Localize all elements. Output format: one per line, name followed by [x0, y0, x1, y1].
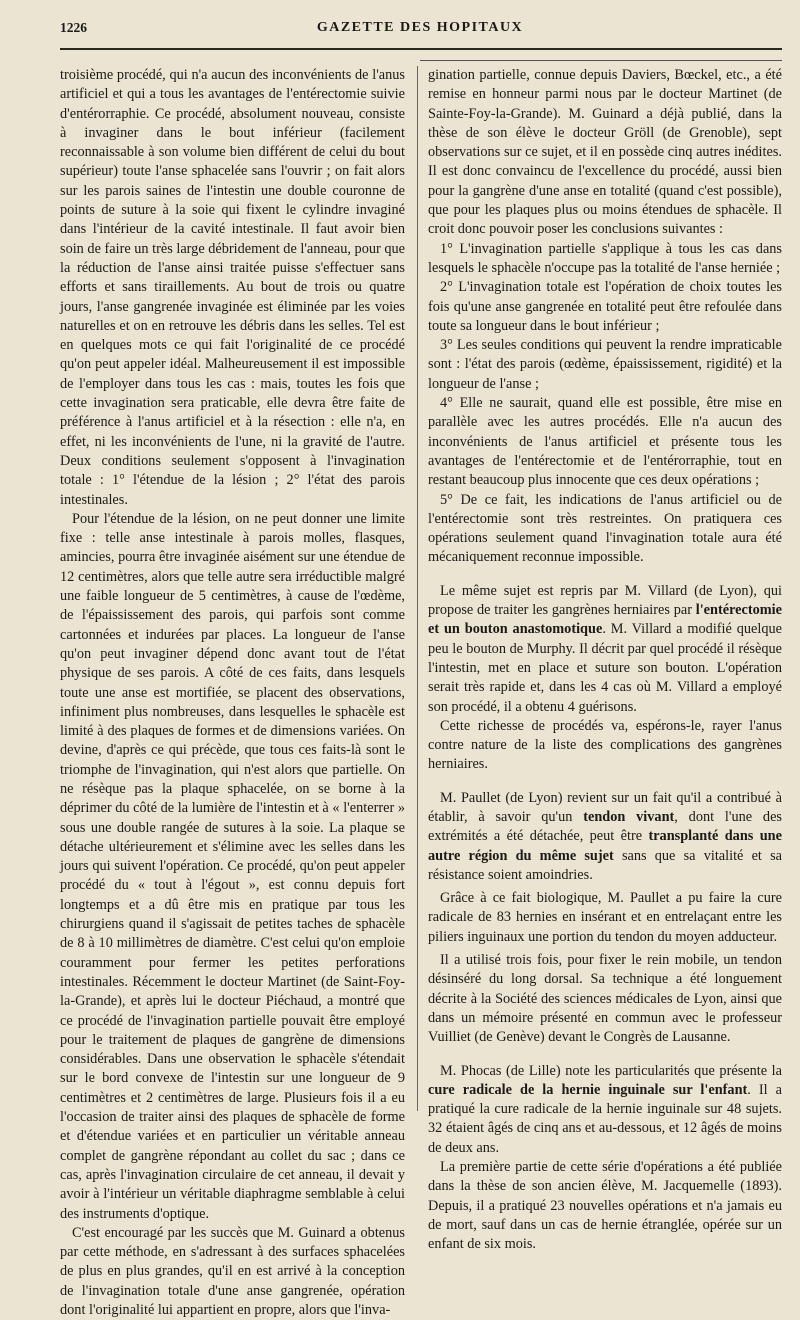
header-rule-thin [420, 60, 782, 61]
conclusion-item: 2° L'invagination totale est l'opération de choix toutes les fois qu'une anse gangrenée en totalité peut être refoulée dans toute sa longueur dans le bout inférieur ; [428, 279, 782, 334]
conclusion-item: 5° De ce fait, les indications de l'anus artificiel ou de l'entérectomie sont très restreintes. On pratiquera ces opérations seulement quand l'invagination totale aura été mécaniquement reconnue impossible. [428, 491, 782, 566]
conclusion-item: 4° Elle ne saurait, quand elle est possible, être mise en parallèle avec les autres procédés. Elle n'a aucun des inconvénients de l'anus artificiel et présente tous les avantages de l'entérectomie et de l'entérorraphie, tout en restant beaucoup plus innocente que ces deux opérations ; [428, 395, 782, 489]
text-run: . Il a pratiqué la cure radicale de la hernie inguinale sur 48 sujets. 32 étaient âgés de cinq ans et au-dessous, et 12 âgés de moins de deux ans. [428, 1081, 782, 1156]
text-run: M. Phocas (de Lille) note les particularités que présente la [440, 1062, 782, 1079]
paragraph: Grâce à ce fait biologique, M. Paullet a pu faire la cure radicale de 83 hernies en insérant et en entrelaçant entre les piliers inguinaux une portion du tendon du moyen adducteur. [428, 890, 782, 945]
bold-term: l'entérectomie et un bouton anastomotique [428, 602, 782, 638]
phocas-paragraph [428, 1062, 782, 1158]
paragraph: C'est encouragé par les succès que M. Guinard a obtenus par cette méthode, en s'adressant à des surfaces sphacelées de plus en plus grandes, qu'il en est arrivé à la conception de l'invagination totale d'une anse gangrenée, opération dont l'originalité lui appartient en propre, alors que l'inva- [60, 1224, 405, 1318]
bold-term: cure radicale de la hernie inguinale sur l'enfant [428, 1081, 748, 1098]
page-header [60, 14, 780, 44]
right-column [428, 66, 782, 1255]
conclusion-item: 1° L'invagination partielle s'applique à tous les cas dans lesquels le sphacèle n'occupe pas la totalité de l'anse herniée ; [428, 240, 782, 276]
conclusion-item: 3° Les seules conditions qui peuvent la rendre impraticable sont : l'état des parois (œdème, épaississement, rigidité) et la longueur de l'anse ; [428, 337, 782, 392]
paragraph: gination partielle, connue depuis Daviers, Bœckel, etc., a été remise en honneur parmi nous par le docteur Martinet (de Sainte-Foy-la-Grande). M. Guinard a déjà publié, dans la thèse de son élève le docteur Gröll (de Grenoble), sept observations sur ce sujet, et il en possède cinq autres inédites. Il est donc convaincu de l'excellence du procédé, aussi bien pour la gangrène d'une anse en totalité (quand c'est possible), que pour les plaques plus ou moins étendues de sphacèle. Il croit donc pouvoir poser les conclusions suivantes : [428, 67, 782, 238]
header-rule [60, 48, 782, 50]
page-number: 1226 [60, 20, 87, 35]
text-run: , dont l'une des extrémités a été détachée, peut être [428, 808, 782, 845]
text-run: sans que sa vitalité et sa résistance soient amoindries. [428, 847, 782, 883]
paragraph: Cette richesse de procédés va, espérons-le, rayer l'anus contre nature de la liste des complications des gangrènes herniaires. [428, 717, 782, 773]
paragraph: Pour l'étendue de la lésion, on ne peut donner une limite fixe : telle anse intestinale à parois molles, flasques, amincies, pourra être invaginée aisément sur une étendue de 12 centimètres, alors que telle autre sera irréductible malgré une faible longueur de 5 centimètres, à cause de l'œdème, de l'épaississement des parois, qui parfois sont comme cartonnées et indurées par places. La longueur de l'anse qu'on peut invaginer dépend donc avant tout de l'état physique de ses parois. A côté de ces faits, dans lesquels toute une anse est mortifiée, se placent des observations, infiniment plus nombreuses, dans lesquelles le sphacèle est limité à des plaques de formes et de dimensions variées. On devine, d'après ce qui précède, que tous ces faits-là sont le triomphe de l'invagination, qui n'est alors que partielle. On ne résèque pas la plaque sphacelée, on se borne à la déprimer du côté de la lumière de l'intestin et à « l'enterrer » sous une double rangée de sutures à la soie. La plaque se détache ultérieurement et s'élimine avec les selles dans les jours qui suivent l'opération. Ce procédé, qu'on peut appeler procédé du « tout à l'égout », est connu depuis fort longtemps et a dû être mis en pratique par tous les chirurgiens quand il s'agissait de petites taches de sphacèle de 8 à 10 millimètres de diamètre. C'est celui qu'on emploie couramment pour fermer les petites perforations intestinales. Récemment le docteur Martinet (de Saint-Foy-la-Grande), et après lui le docteur Piéchaud, a montré que ce procédé de l'invagination partielle pouvait être employé pour le traitement de plaques de gangrène de dimensions considérables. Dans une observation le sphacèle s'étendait sur le bord convexe de l'intestin sur une longueur de 9 centimètres et 2 centimètres de large. Plusieurs fois il a eu l'occasion de traiter ainsi des plaques de sphacèle de forme et d'étendue variées et en particulier un véritable anneau complet de gangrène répondant au collet du sac ; dans ce cas, après l'invagination circulaire de cet anneau, il devait y avoir à l'intérieur un véritable diaphragme semblable à celui des instruments d'optique. [60, 510, 405, 1222]
villard-paragraph [428, 582, 782, 717]
journal-title: GAZETTE DES HOPITAUX [316, 20, 524, 35]
text-run: . M. Villard a modifié quelque peu le bouton de Murphy. Il décrit par quel procédé il résèque l'intestin, met en place et suture son bouton. L'opération serait très rapide et, dans les 4 cas où M. Villard a employé son procédé, il a obtenu 4 guérisons. [428, 621, 782, 715]
column-divider [417, 66, 418, 1111]
paullet-paragraph [428, 789, 782, 885]
paragraph: La première partie de cette série d'opérations a été publiée dans la thèse de son ancien élève, M. Jacquemelle (1893). Depuis, il a pratiqué 23 nouvelles opérations et n'a jamais eu de mort, sauf dans un cas de hernie étranglée, opérée sur un enfant de six mois. [428, 1159, 782, 1253]
bold-term: tendon vivant [583, 808, 675, 825]
text-run: Le même sujet est repris par M. Villard (de Lyon), qui propose de traiter les gangrènes herniaires par [428, 582, 782, 619]
text-run: M. Paullet (de Lyon) revient sur un fait qu'il a contribué à établir, à savoir qu'un [428, 789, 782, 825]
bold-term: transplanté dans une autre région du même sujet [428, 828, 782, 864]
paragraph: Il a utilisé trois fois, pour fixer le rein mobile, un tendon désinséré du long dorsal. Sa technique a été longuement décrite à la Société des sciences médicales de Lyon, ainsi que dans un mémoire présenté en commun avec le professeur Vuilliet (de Genève) devant le Congrès de Lausanne. [428, 952, 782, 1046]
left-column [60, 66, 405, 1320]
paragraph: troisième procédé, qui n'a aucun des inconvénients de l'anus artificiel et qui a tous les avantages de l'entérectomie suivie d'entérorraphie. Ce procédé, absolument nouveau, consiste à invaginer dans le bout inférieur (facilement reconnaissable à son volume bien différent de celui du bout supérieur) toute l'anse sphacelée sans l'ouvrir ; on fait alors sur les parois saines de l'intestin une double couronne de points de suture à la soie qui fixent le cylindre invaginé dans l'intérieur de la cavité intestinale. Il faut avoir bien soin de faire un très large débridement de l'anneau, pour que la réduction de l'anse ainsi traitée puisse s'effectuer sans efforts et sans tiraillements. Au bout de trois ou quatre jours, l'anse gangrenée invaginée est éliminée par les voies naturelles et on en retrouve les débris dans les selles. Tel est en quelques mots ce qui fait l'originalité de ce procédé qu'on peut appeler idéal. Malheureusement il est impossible de l'employer dans tous les cas : mais, toutes les fois que cette invagination sera praticable, elle devra être faite de préférence à l'anus artificiel et à la résection : elle n'a, en effet, ni les inconvénients de l'une, ni la gravité de l'autre. Deux conditions seulement s'opposent à l'invagination totale : 1° l'étendue de la lésion ; 2° l'état des parois intestinales. [60, 67, 405, 508]
